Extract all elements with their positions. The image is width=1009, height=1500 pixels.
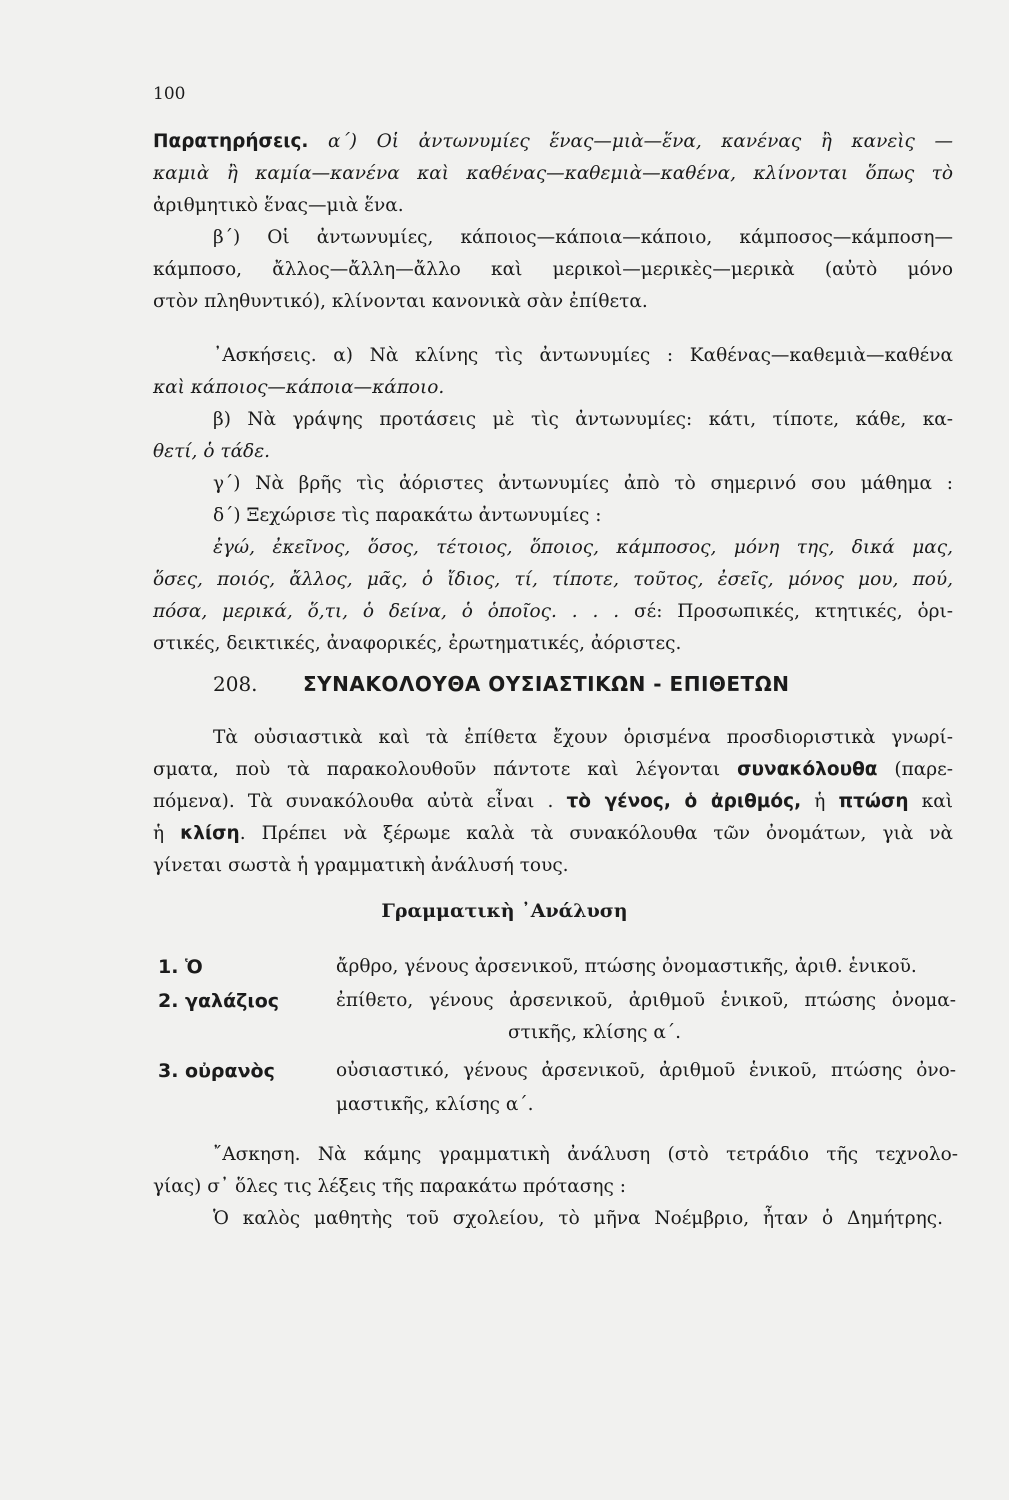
section-paragraph-line-3: πόμενα). Τὰ συνακόλουθα αὐτὰ εἶναι . τὸ γένος, ὁ ἀριθμός, ἡ πτώση καὶ: [153, 791, 953, 812]
section-paragraph-line-5: γίνεται σωστὰ ἡ γραμματικὴ ἀνάλυσή τους.: [153, 855, 569, 876]
page-number: 100: [153, 84, 186, 104]
analysis-desc-3-line-1: οὐσιαστικό, γένους ἀρσενικοῦ, ἀριθμοῦ ἑνικοῦ, πτώσης ὀνο-: [336, 1060, 956, 1081]
notes-line-3: ἀριθμητικὸ ἕνας—μιὰ ἕνα.: [153, 195, 404, 216]
analysis-desc-2-line-1: ἐπίθετο, γένους ἀρσενικοῦ, ἀριθμοῦ ἑνικοῦ, πτώσης ὀνομα-: [336, 990, 956, 1011]
section-paragraph-line-4: ἡ κλίση. Πρέπει νὰ ξέρωμε καλὰ τὰ συνακόλουθα τῶν ὀνομάτων, γιὰ νὰ: [153, 823, 953, 844]
analysis-desc-2-line-2: στικῆς, κλίσης α΄.: [508, 1022, 682, 1043]
final-exercise-line-1: ῎Ασκηση. Νὰ κάμης γραμματικὴ ἀνάλυση (στὸ τετράδιο τῆς τεχνολο-: [213, 1144, 958, 1165]
exercise-d-line-2: ἐγώ, ἐκεῖνος, ὅσος, τέτοιος, ὅποιος, κάμποσος, μόνη της, δικά μας,: [213, 537, 953, 558]
exercise-a-line-2: καὶ κάποιος—κάποια—κάποιο.: [153, 377, 445, 398]
analysis-word-2: 2. γαλάζιος: [158, 990, 280, 1012]
notes-line-1: Παρατηρήσεις. α΄) Οἱ ἀντωνυμίες ἕνας—μιὰ—ἕνα, κανένας ἢ κανεὶς —: [153, 131, 953, 152]
section-paragraph-line-2: σματα, ποὺ τὰ παρακολουθοῦν πάντοτε καὶ λέγονται συνακόλουθα (παρε-: [153, 759, 954, 780]
exercise-b-line-1: β) Νὰ γράψης προτάσεις μὲ τὶς ἀντωνυμίες: κάτι, τίποτε, κάθε, κα-: [213, 409, 953, 430]
term-synakoloutha: συνακόλουθα: [737, 759, 878, 780]
notes-label: Παρατηρήσεις.: [153, 131, 309, 152]
term-klisi: κλίση: [180, 823, 240, 844]
section-paragraph-line-1: Τὰ οὐσιαστικὰ καὶ τὰ ἐπίθετα ἔχουν ὁρισμένα προσδιοριστικὰ γνωρί-: [213, 727, 953, 748]
analysis-word-1: 1. Ὁ: [158, 956, 203, 978]
analysis-word-3: 3. οὐρανὸς: [158, 1060, 275, 1082]
exercise-d-line-5: στικές, δεικτικές, ἀναφορικές, ἐρωτηματικές, ἀόριστες.: [153, 633, 682, 654]
final-exercise-line-2: γίας) σ᾿ ὅλες τις λέξεις τῆς παρακάτω πρότασης :: [153, 1176, 626, 1197]
exercise-d-line-1: δ΄) Ξεχώρισε τὶς παρακάτω ἀντωνυμίες :: [213, 505, 602, 526]
section-number: 208.: [213, 672, 258, 696]
section-title: ΣΥΝΑΚΟΛΟΥΘΑ ΟΥΣΙΑΣΤΙΚΩΝ - ΕΠΙΘΕΤΩΝ: [303, 672, 790, 696]
exercise-d-line-4: πόσα, μερικά, ὅ,τι, ὁ δείνα, ὁ ὁποῖος. . . . σέ: Προσωπικές, κτητικές, ὁρι-: [153, 601, 954, 622]
notes-line-5: κάμποσο, ἄλλος—ἄλλη—ἄλλο καὶ μερικοὶ—μερικὲς—μερικὰ (αὐτὸ μόνο: [153, 259, 953, 280]
notes-line-2: καμιὰ ἢ καμία—κανένα καὶ καθένας—καθεμιὰ—καθένα, κλίνονται ὅπως τὸ: [153, 163, 953, 184]
term-genos-arithmos: τὸ γένος, ὁ ἀριθμός,: [566, 791, 802, 812]
analysis-desc-3-line-2: μαστικῆς, κλίσης α΄.: [336, 1094, 534, 1115]
final-exercise-line-3: Ὁ καλὸς μαθητὴς τοῦ σχολείου, τὸ μῆνα Νοέμβριο, ἦταν ὁ Δημήτρης.: [213, 1208, 943, 1229]
notes-line-6: στὸν πληθυντικό), κλίνονται κανονικὰ σὰν ἐπίθετα.: [153, 291, 648, 312]
notes-line-4: β΄) Οἱ ἀντωνυμίες, κάποιος—κάποια—κάποιο, κάμποσος—κάμποση—: [213, 227, 953, 248]
section-heading: [213, 672, 953, 696]
exercise-b-line-2: θετί, ὁ τάδε.: [153, 441, 271, 462]
analysis-heading: Γραμματικὴ ᾿Ανάλυση: [381, 900, 628, 922]
exercise-c-line-1: γ΄) Νὰ βρῆς τὶς ἀόριστες ἀντωνυμίες ἀπὸ τὸ σημερινό σου μάθημα :: [213, 473, 953, 494]
exercise-d-line-3: ὅσες, ποιός, ἄλλος, μᾶς, ὁ ἴδιος, τί, τίποτε, τοῦτος, ἐσεῖς, μόνος μου, πού,: [153, 569, 953, 590]
exercise-a-line-1: ᾿Ασκήσεις. α) Νὰ κλίνης τὶς ἀντωνυμίες : Καθένας—καθεμιὰ—καθένα: [213, 345, 953, 366]
analysis-desc-1: ἄρθρο, γένους ἀρσενικοῦ, πτώσης ὀνομαστικῆς, ἀριθ. ἑνικοῦ.: [336, 956, 917, 977]
term-ptosi: πτώση: [838, 791, 909, 812]
